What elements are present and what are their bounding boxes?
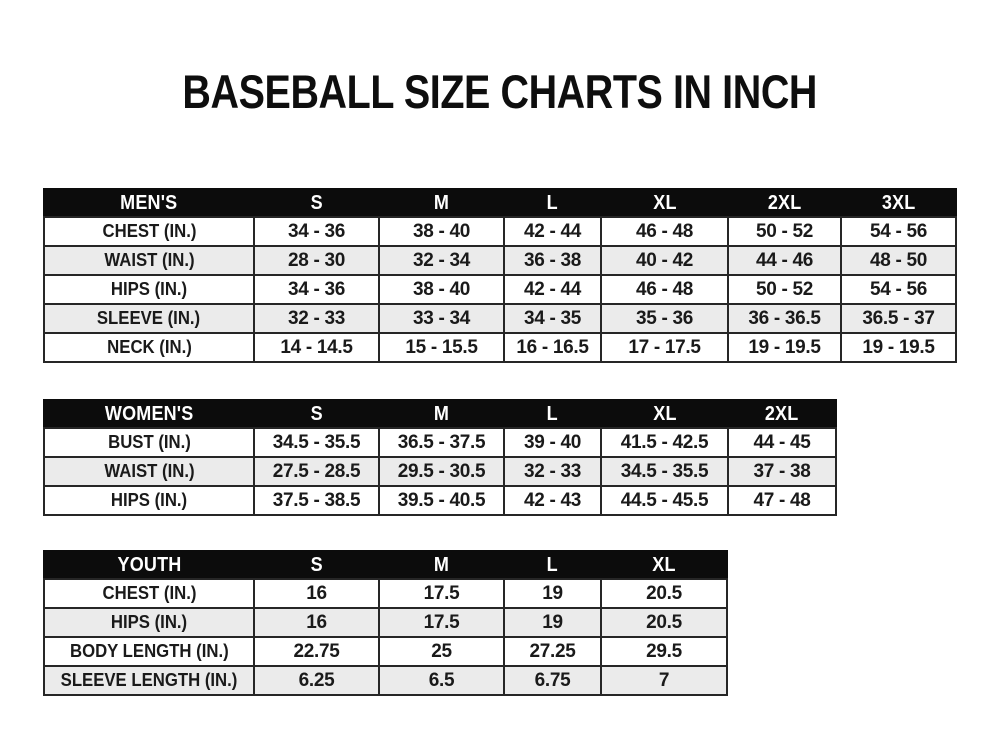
size-cell: 29.5 xyxy=(601,637,727,666)
size-cell: 28 - 30 xyxy=(254,246,379,275)
size-cell: 6.5 xyxy=(379,666,504,695)
size-cell: 20.5 xyxy=(601,579,727,608)
table-row xyxy=(44,275,956,304)
youth-header-row xyxy=(44,551,727,579)
size-cell: 19 xyxy=(504,608,601,637)
womens-size-header-m: M xyxy=(379,400,504,428)
table-row xyxy=(44,333,956,362)
size-cell: 32 - 33 xyxy=(504,457,601,486)
row-label: BUST (IN.) xyxy=(44,428,254,457)
size-cell: 37.5 - 38.5 xyxy=(254,486,379,515)
size-cell: 16 xyxy=(254,608,379,637)
mens-table-title-cell: MEN'S xyxy=(44,189,254,217)
size-cell: 27.25 xyxy=(504,637,601,666)
table-row xyxy=(44,457,836,486)
size-cell: 20.5 xyxy=(601,608,727,637)
size-cell: 16 xyxy=(254,579,379,608)
size-cell: 50 - 52 xyxy=(728,217,841,246)
size-cell: 34.5 - 35.5 xyxy=(254,428,379,457)
size-cell: 44.5 - 45.5 xyxy=(601,486,728,515)
mens-size-header-s: S xyxy=(254,189,379,217)
size-cell: 48 - 50 xyxy=(841,246,956,275)
size-cell: 7 xyxy=(601,666,727,695)
table-row xyxy=(44,666,727,695)
table-row xyxy=(44,579,727,608)
size-cell: 42 - 43 xyxy=(504,486,601,515)
size-cell: 42 - 44 xyxy=(504,217,601,246)
size-cell: 42 - 44 xyxy=(504,275,601,304)
size-cell: 38 - 40 xyxy=(379,217,504,246)
row-label: HIPS (IN.) xyxy=(44,486,254,515)
size-cell: 27.5 - 28.5 xyxy=(254,457,379,486)
size-cell: 19 - 19.5 xyxy=(728,333,841,362)
size-cell: 34.5 - 35.5 xyxy=(601,457,728,486)
womens-size-header-s: S xyxy=(254,400,379,428)
row-label: SLEEVE (IN.) xyxy=(44,304,254,333)
size-cell: 38 - 40 xyxy=(379,275,504,304)
size-cell: 25 xyxy=(379,637,504,666)
youth-size-header-xl: XL xyxy=(601,551,727,579)
size-cell: 47 - 48 xyxy=(728,486,836,515)
table-row xyxy=(44,246,956,275)
size-cell: 36 - 38 xyxy=(504,246,601,275)
size-cell: 40 - 42 xyxy=(601,246,728,275)
size-cell: 46 - 48 xyxy=(601,275,728,304)
size-cell: 17.5 xyxy=(379,579,504,608)
womens-size-header-xl: XL xyxy=(601,400,728,428)
size-cell: 46 - 48 xyxy=(601,217,728,246)
size-cell: 32 - 33 xyxy=(254,304,379,333)
size-cell: 44 - 45 xyxy=(728,428,836,457)
size-cell: 37 - 38 xyxy=(728,457,836,486)
size-cell: 36.5 - 37.5 xyxy=(379,428,504,457)
row-label: HIPS (IN.) xyxy=(44,608,254,637)
size-cell: 14 - 14.5 xyxy=(254,333,379,362)
size-cell: 41.5 - 42.5 xyxy=(601,428,728,457)
size-cell: 54 - 56 xyxy=(841,217,956,246)
row-label: CHEST (IN.) xyxy=(44,579,254,608)
size-cell: 35 - 36 xyxy=(601,304,728,333)
size-cell: 19 - 19.5 xyxy=(841,333,956,362)
size-cell: 17 - 17.5 xyxy=(601,333,728,362)
size-cell: 15 - 15.5 xyxy=(379,333,504,362)
size-cell: 39 - 40 xyxy=(504,428,601,457)
womens-size-table xyxy=(43,399,837,516)
size-cell: 34 - 35 xyxy=(504,304,601,333)
mens-size-header-xl: XL xyxy=(601,189,728,217)
mens-header-row xyxy=(44,189,956,217)
mens-size-header-2xl: 2XL xyxy=(728,189,841,217)
mens-size-header-m: M xyxy=(379,189,504,217)
page-title-text: BASEBALL SIZE CHARTS IN INCH xyxy=(182,65,818,118)
row-label: BODY LENGTH (IN.) xyxy=(44,637,254,666)
youth-size-header-l: L xyxy=(504,551,601,579)
row-label: WAIST (IN.) xyxy=(44,246,254,275)
size-cell: 50 - 52 xyxy=(728,275,841,304)
youth-size-table xyxy=(43,550,728,696)
youth-table-title-cell: YOUTH xyxy=(44,551,254,579)
size-cell: 34 - 36 xyxy=(254,275,379,304)
size-cell: 17.5 xyxy=(379,608,504,637)
womens-header-row xyxy=(44,400,836,428)
mens-size-table xyxy=(43,188,957,363)
table-row xyxy=(44,428,836,457)
row-label: NECK (IN.) xyxy=(44,333,254,362)
size-cell: 16 - 16.5 xyxy=(504,333,601,362)
size-cell: 39.5 - 40.5 xyxy=(379,486,504,515)
size-cell: 34 - 36 xyxy=(254,217,379,246)
size-cell: 36 - 36.5 xyxy=(728,304,841,333)
table-row xyxy=(44,486,836,515)
row-label: SLEEVE LENGTH (IN.) xyxy=(44,666,254,695)
size-cell: 6.25 xyxy=(254,666,379,695)
womens-size-header-2xl: 2XL xyxy=(728,400,836,428)
size-cell: 32 - 34 xyxy=(379,246,504,275)
size-cell: 33 - 34 xyxy=(379,304,504,333)
size-cell: 29.5 - 30.5 xyxy=(379,457,504,486)
youth-size-header-s: S xyxy=(254,551,379,579)
womens-table-title-cell: WOMEN'S xyxy=(44,400,254,428)
table-row xyxy=(44,608,727,637)
mens-size-header-l: L xyxy=(504,189,601,217)
row-label: WAIST (IN.) xyxy=(44,457,254,486)
table-row xyxy=(44,637,727,666)
mens-size-header-3xl: 3XL xyxy=(841,189,956,217)
table-row xyxy=(44,304,956,333)
page-title xyxy=(0,66,1000,118)
womens-size-header-l: L xyxy=(504,400,601,428)
row-label: HIPS (IN.) xyxy=(44,275,254,304)
size-cell: 19 xyxy=(504,579,601,608)
size-cell: 6.75 xyxy=(504,666,601,695)
size-cell: 36.5 - 37 xyxy=(841,304,956,333)
table-row xyxy=(44,217,956,246)
size-cell: 44 - 46 xyxy=(728,246,841,275)
youth-size-header-m: M xyxy=(379,551,504,579)
size-cell: 22.75 xyxy=(254,637,379,666)
row-label: CHEST (IN.) xyxy=(44,217,254,246)
size-cell: 54 - 56 xyxy=(841,275,956,304)
